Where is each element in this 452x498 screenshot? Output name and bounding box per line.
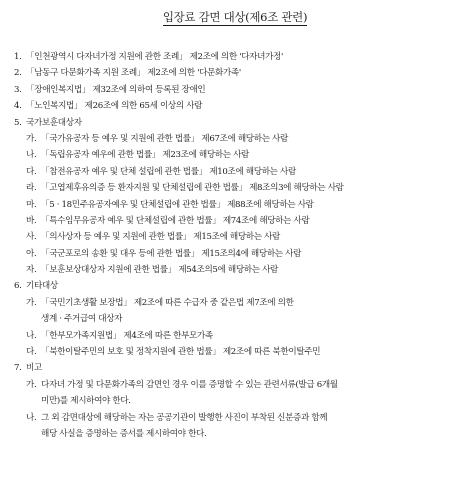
subitem-marker: 마. [26,199,37,210]
subitem-marker: 다. [26,347,37,358]
item-5-ma [14,197,442,213]
subitem-marker: 가. [26,297,37,308]
item-6-ga-cont [14,311,442,327]
item-5-da [14,164,442,180]
item-marker: 2. [14,68,22,79]
item-marker: 4. [14,101,22,112]
subitem-marker: 가. [26,379,37,390]
subitem-text: 「독립유공자 예우에 관한 법률」 제23조에 해당하는 사람 [41,150,249,161]
item-5 [14,115,442,131]
subitem-text: 다자녀 가정 및 다문화가족의 감면인 경우 이를 증명할 수 있는 관련서류(발급 6개월 [41,379,338,390]
subitem-marker: 나. [26,412,37,423]
subitem-text: 「한부모가족지원법」 제4조에 따른 한부모가족 [41,330,213,341]
item-text: 「노인복지법」 제26조에 의한 65세 이상의 사람 [26,101,203,112]
subitem-marker: 다. [26,166,37,177]
item-1 [14,49,442,65]
subitem-marker: 나. [26,150,37,161]
subitem-text: 그 외 감면대상에 해당하는 자는 공공기관이 발행한 사진이 부착된 신분증과 함께 [41,412,328,423]
item-5-na [14,147,442,163]
subitem-text: 「특수임무유공자 예우 및 단체설립에 관한 법률」 제74조에 해당하는 사람 [41,215,310,226]
item-marker: 3. [14,84,22,95]
item-text: 비고 [26,363,42,374]
item-text: 기타대상 [26,281,58,292]
item-text: 「장애인복지법」 제32조에 의하여 등록된 장애인 [26,84,206,95]
item-5-a [14,246,442,262]
item-7-na-cont [14,426,442,442]
exemption-list [14,49,442,442]
subitem-text: 「북한이탈주민의 보호 및 정착지원에 관한 법률」 제2조에 따른 북한이탈주민 [41,347,321,358]
item-7-ga-cont [14,393,442,409]
item-marker: 5. [14,117,22,128]
item-6-ga [14,295,442,311]
item-marker: 6. [14,281,22,292]
item-text: 국가보훈대상자 [26,117,82,128]
subitem-text: 「보훈보상대상자 지원에 관한 법률」 제54조의5에 해당하는 사람 [41,265,278,276]
item-6 [14,278,442,294]
subitem-text: 「고엽제후유의증 등 환자지원 및 단체설립에 관한 법률」 제8조의3에 해당하는 사람 [41,183,344,194]
subitem-marker: 자. [26,265,37,276]
item-6-na [14,328,442,344]
item-5-sa [14,229,442,245]
item-5-ra [14,180,442,196]
subitem-marker: 바. [26,215,37,226]
subitem-marker: 라. [26,183,37,194]
subitem-text: 「참전유공자 예우 및 단체 설립에 관한 법률」 제10조에 해당하는 사람 [41,166,296,177]
item-marker: 1. [14,52,22,62]
item-3 [14,82,442,98]
document-title [28,9,442,25]
subitem-marker: 가. [26,133,37,144]
item-4 [14,98,442,114]
subitem-marker: 아. [26,248,37,259]
item-marker: 7. [14,363,22,374]
subitem-text: 「의사상자 등 예우 및 지원에 관한 법률」 제15조에 해당하는 사람 [41,232,280,243]
item-7-na [14,410,442,426]
subitem-text: 「국민기초생활 보장법」 제2조에 따른 수급자 중 같은법 제7조에 의한 [41,297,294,308]
item-6-da [14,344,442,360]
item-text: 「인천광역시 다자녀가정 지원에 관한 조례」 제2조에 의한 '다자녀가정' [26,52,283,62]
item-2 [14,65,442,81]
subitem-text: 「국가유공자 등 예우 및 지원에 관한 법률」 제67조에 해당하는 사람 [41,133,288,144]
item-5-ba [14,213,442,229]
title-text: 입장료 감면 대상(제6조 관련) [162,10,308,24]
subitem-marker: 나. [26,330,37,341]
item-7 [14,360,442,376]
subitem-text: 「5 · 18민주유공자예우 및 단체설립에 관한 법률」 제88조에 해당하는 사람 [41,199,314,210]
item-7-ga [14,377,442,393]
subitem-marker: 사. [26,232,37,243]
item-5-ja [14,262,442,278]
item-5-ga [14,131,442,147]
subitem-continuation: 해당 사실을 증명하는 증서를 제시하여야 한다. [41,428,207,439]
item-text: 「남동구 다문화가족 지원 조례」 제2조에 의한 '다문화가족' [26,68,241,79]
subitem-continuation: 미만)를 제시하여야 한다. [41,396,131,407]
subitem-text: 「국군포로의 송환 및 대우 등에 관한 법률」 제15조의4에 해당하는 사람 [41,248,302,259]
subitem-continuation: 생계 · 주거급여 대상자 [41,314,123,325]
